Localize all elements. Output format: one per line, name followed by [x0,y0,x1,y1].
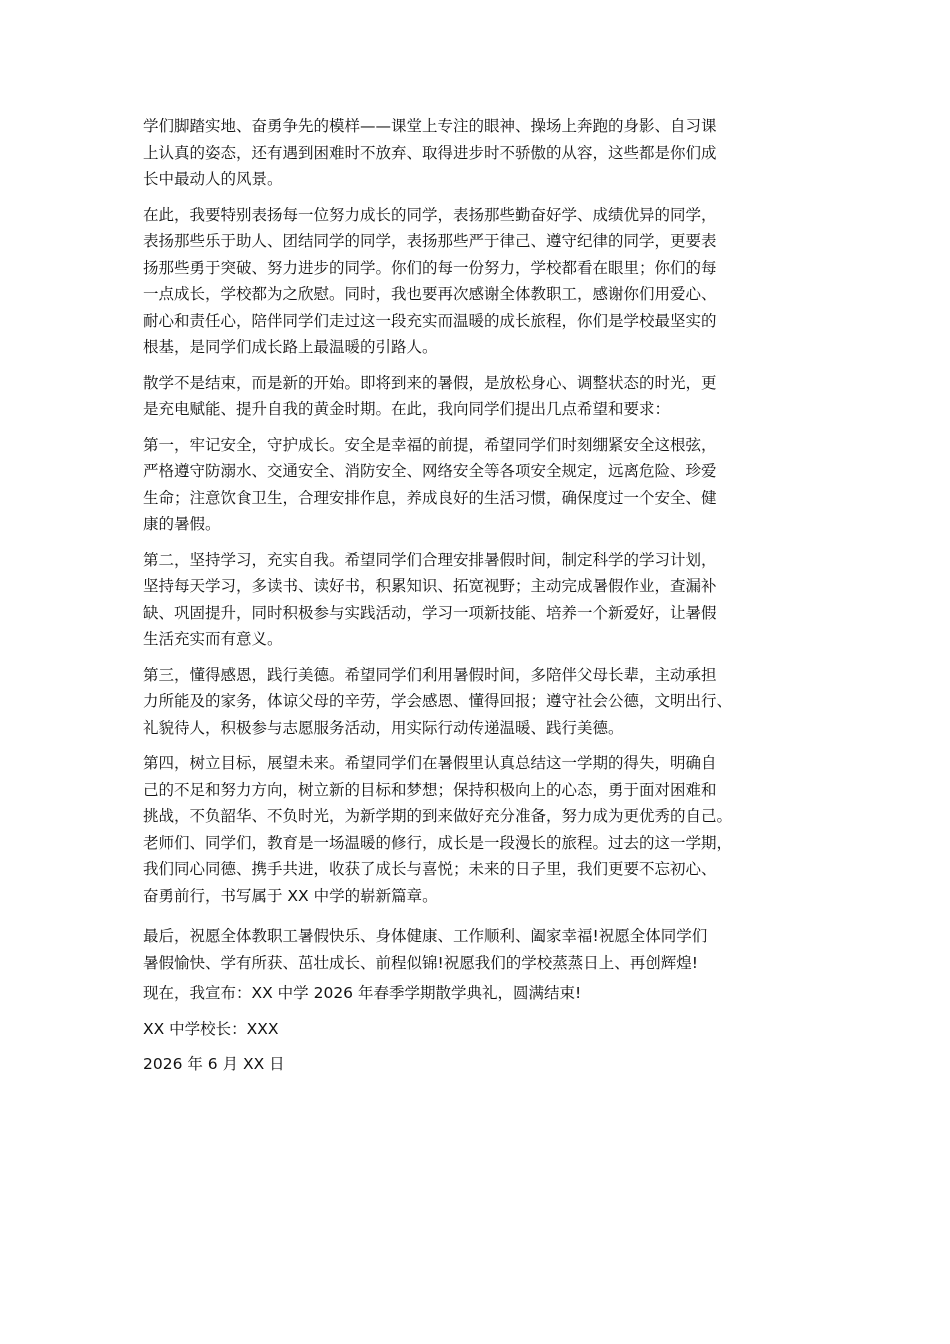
text-line: 暑假愉快、学有所获、茁壮成长、前程似锦!祝愿我们的学校蒸蒸日上、再创辉煌! [143,953,698,972]
paragraph-new-start [143,370,823,423]
text-line: 严格遵守防溺水、交通安全、消防安全、网络安全等各项安全规定，远离危险、珍爱 [143,462,717,480]
signature-text: XX 中学校长：XXX [143,1019,279,1038]
text-line: 缺、巩固提升，同时积极参与实践活动，学习一项新技能、培养一个新爱好，让暑假 [143,603,717,622]
text-line: 己的不足和努力方向，树立新的目标和梦想；保持积极向上的心态，勇于面对困难和 [143,780,717,799]
text-line: 根基，是同学们成长路上最温暖的引路人。 [143,338,438,356]
paragraph-closing-announcement [143,980,823,1007]
text-line: 挑战，不负韶华、不负时光，为新学期的到来做好充分准备，努力成为更优秀的自己。 [143,807,733,825]
date-text: 2026 年 6 月 XX 日 [143,1055,285,1073]
document-date [143,1051,823,1078]
paragraph-growth [143,113,823,193]
text-line: 第三，懂得感恩，践行美德。希望同学们利用暑假时间，多陪伴父母长辈，主动承担 [143,665,717,684]
text-line: 礼貌待人，积极参与志愿服务活动，用实际行动传递温暖、践行美德。 [143,718,624,737]
text-line: 第一，牢记安全，守护成长。安全是幸福的前提，希望同学们时刻绷紧安全这根弦， [143,435,717,454]
paragraph-praise [143,202,823,361]
text-line: 一点成长，学校都为之欣慰。同时，我也要再次感谢全体教职工，感谢你们用爱心、 [143,285,717,303]
document-body [143,113,823,1078]
text-line: 现在，我宣布：XX 中学 2026 年春季学期散学典礼，圆满结束! [143,984,582,1002]
text-line: 上认真的姿态，还有遇到困难时不放弃、取得进步时不骄傲的从容，这些都是你们成 [143,143,717,162]
paragraph-goals [143,750,823,909]
text-line: 散学不是结束，而是新的开始。即将到来的暑假，是放松身心、调整状态的时光，更 [143,373,717,392]
paragraph-study [143,547,823,653]
text-line: 老师们、同学们，教育是一场温暖的修行，成长是一段漫长的旅程。过去的这一学期， [143,833,733,852]
text-line: 奋勇前行，书写属于 XX 中学的崭新篇章。 [143,886,438,905]
text-line: 我们同心同德、携手共进，收获了成长与喜悦；未来的日子里，我们更要不忘初心、 [143,860,717,878]
paragraph-safety [143,432,823,538]
text-line: 生命；注意饮食卫生，合理安排作息，养成良好的生活习惯，确保度过一个安全、健 [143,488,717,507]
text-line: 最后，祝愿全体教职工暑假快乐、身体健康、工作顺利、阖家幸福!祝愿全体同学们 [143,927,708,945]
text-line: 表扬那些乐于助人、团结同学的同学，表扬那些严于律己、遵守纪律的同学，更要表 [143,232,717,250]
text-line: 耐心和责任心，陪伴同学们走过这一段充实而温暖的成长旅程，你们是学校最坚实的 [143,311,717,330]
text-line: 第四，树立目标，展望未来。希望同学们在暑假里认真总结这一学期的得失，明确自 [143,754,717,772]
text-line: 第二，坚持学习，充实自我。希望同学们合理安排暑假时间，制定科学的学习计划， [143,550,717,569]
text-line: 坚持每天学习，多读书、读好书，积累知识、拓宽视野；主动完成暑假作业，查漏补 [143,577,717,595]
text-line: 学们脚踏实地、奋勇争先的模样——课堂上专注的眼神、操场上奔跑的身影、自习课 [143,117,717,135]
text-line: 生活充实而有意义。 [143,630,283,648]
text-line: 长中最动人的风景。 [143,170,283,188]
text-line: 力所能及的家务，体谅父母的辛劳，学会感恩、懂得回报；遵守社会公德，文明出行、 [143,692,733,710]
text-line: 是充电赋能、提升自我的黄金时期。在此，我向同学们提出几点希望和要求： [143,400,671,418]
text-line: 扬那些勇于突破、努力进步的同学。你们的每一份努力，学校都看在眼里；你们的每 [143,258,717,277]
signature [143,1016,823,1043]
text-line: 康的暑假。 [143,515,221,533]
paragraph-gratitude [143,662,823,742]
paragraph-wishes [143,923,823,976]
text-line: 在此，我要特别表扬每一位努力成长的同学，表扬那些勤奋好学、成绩优异的同学， [143,205,717,224]
